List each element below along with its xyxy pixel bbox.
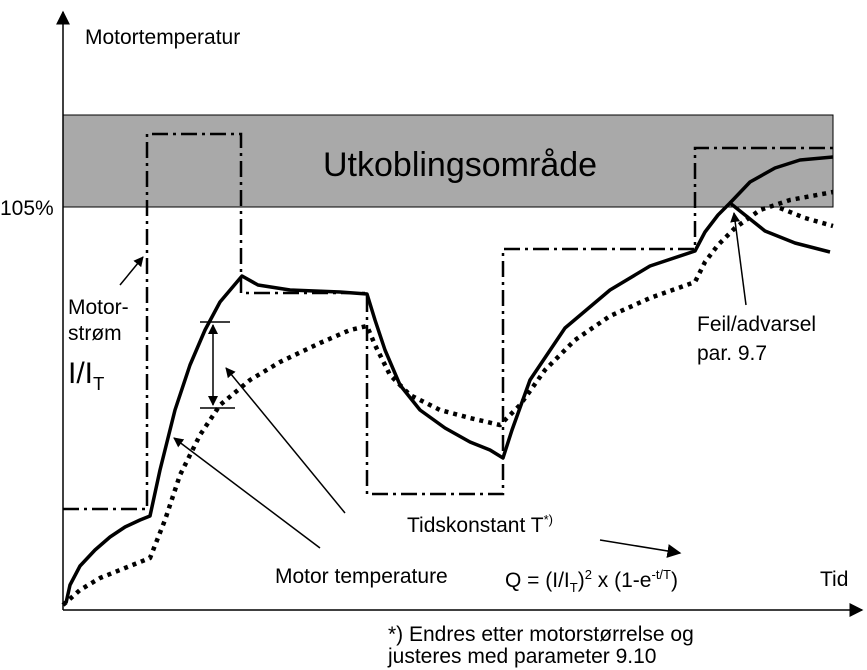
formula-part4: ) bbox=[671, 569, 679, 592]
y-axis-label: Motortemperatur bbox=[85, 26, 241, 49]
trip-zone-label: Utkoblingsområde bbox=[323, 146, 598, 184]
motor-current-label bbox=[68, 295, 129, 347]
current-ratio-base: I/I bbox=[68, 357, 94, 390]
current-ratio-symbol bbox=[68, 356, 104, 395]
motor-temperature-label: Motor temperature bbox=[275, 565, 448, 588]
calculated-temperature-curve-tail bbox=[780, 208, 833, 226]
time-constant-label bbox=[407, 512, 553, 539]
fault-label bbox=[697, 310, 816, 368]
motor-current-label-line2: strøm bbox=[68, 322, 122, 345]
fault-label-line2: par. 9.7 bbox=[697, 342, 768, 365]
fault-label-line1: Feil/advarsel bbox=[697, 313, 817, 336]
footnote-line1: *) Endres etter motorstørrelse og bbox=[388, 623, 694, 646]
formula-part2: ) bbox=[577, 569, 585, 592]
formula-part1: Q = (I/I bbox=[505, 569, 570, 592]
time-constant-text: Tidskonstant T bbox=[407, 514, 544, 537]
time-constant-sup: *) bbox=[543, 512, 553, 527]
formula bbox=[505, 567, 678, 596]
formula-direction-arrow bbox=[600, 540, 680, 553]
footnote-line2: justeres med parameter 9.10 bbox=[388, 645, 657, 668]
formula-exp-term: -t/T bbox=[651, 567, 672, 582]
motor-temperature-pointer bbox=[174, 438, 320, 548]
formula-exponent: 2 bbox=[584, 567, 592, 582]
formula-part3: x (1-e bbox=[591, 569, 652, 592]
current-ratio-sub: T bbox=[93, 373, 105, 394]
formula-sub: T bbox=[569, 580, 578, 596]
x-axis-label: Tid bbox=[820, 568, 849, 591]
motor-current-label-line1: Motor- bbox=[68, 296, 129, 319]
motor-temperature-curve bbox=[66, 203, 830, 603]
motor-current-pointer bbox=[120, 257, 143, 285]
threshold-label: 105% bbox=[0, 197, 54, 220]
fault-pointer bbox=[734, 213, 746, 305]
footnote bbox=[388, 624, 694, 668]
